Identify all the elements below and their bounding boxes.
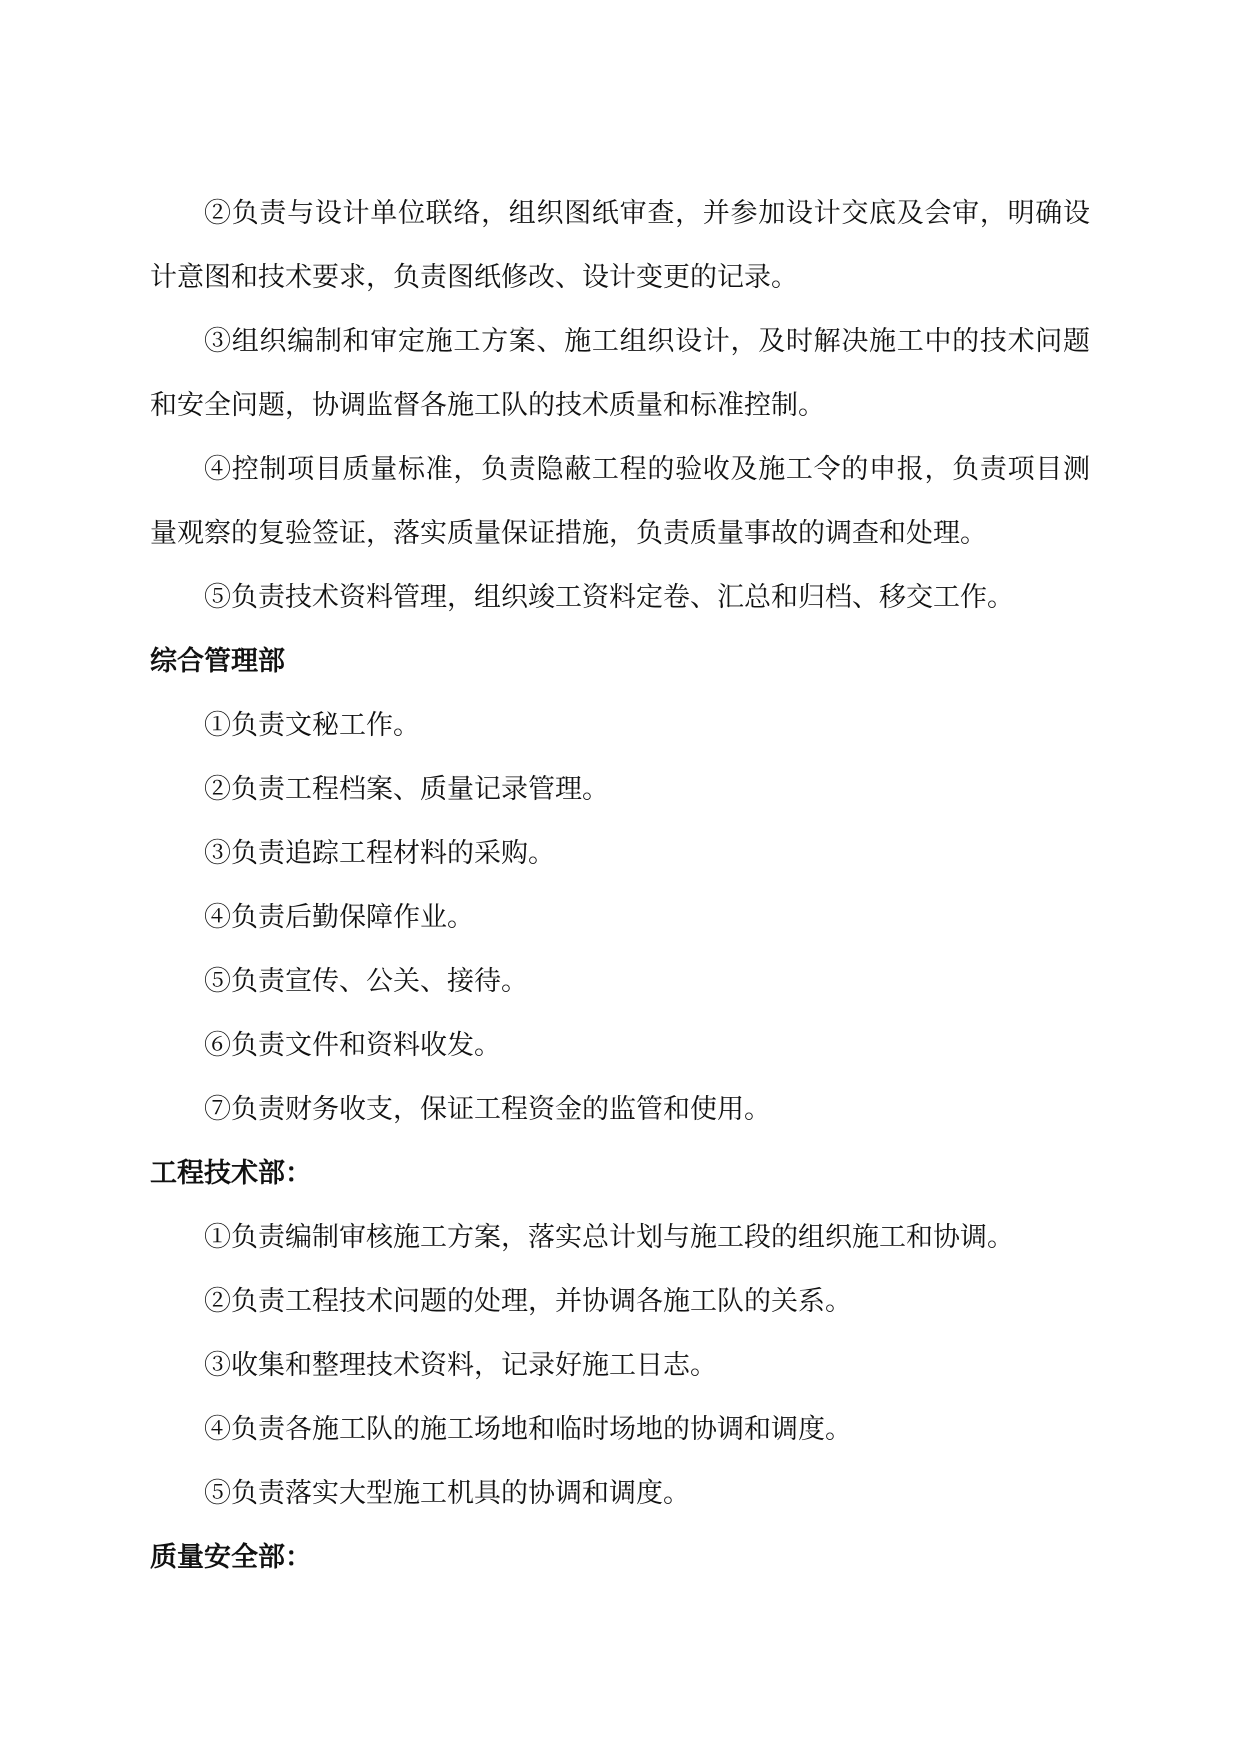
paragraph-quality-control: ④控制项目质量标准，负责隐蔽工程的验收及施工令的申报，负责项目测量观察的复验签证，落实质量保证措施，负责质量事故的调查和处理。 [150, 454, 1090, 549]
paragraph-construction-plan: ③组织编制和审定施工方案、施工组织设计，及时解决施工中的技术问题和安全问题，协调监督各施工队的技术质量和标准控制。 [150, 326, 1090, 421]
list-item: ⑦负责财务收支，保证工程资金的监管和使用。 [204, 1094, 771, 1125]
list-item: ③负责追踪工程材料的采购。 [204, 838, 555, 869]
section-heading-general-management: 综合管理部 [150, 646, 285, 677]
paragraph-tech-documents: ⑤负责技术资料管理，组织竣工资料定卷、汇总和归档、移交工作。 [204, 582, 1014, 613]
list-item: ①负责文秘工作。 [204, 710, 420, 741]
paragraph-design-liaison: ②负责与设计单位联络，组织图纸审查，并参加设计交底及会审，明确设计意图和技术要求，负责图纸修改、设计变更的记录。 [150, 198, 1090, 293]
list-item: ⑤负责宣传、公关、接待。 [204, 966, 528, 997]
list-item: ②负责工程档案、质量记录管理。 [204, 774, 609, 805]
document-page [150, 182, 1090, 1590]
list-item: ④负责后勤保障作业。 [204, 902, 474, 933]
list-item: ①负责编制审核施工方案，落实总计划与施工段的组织施工和协调。 [204, 1222, 1014, 1253]
list-item: ⑥负责文件和资料收发。 [204, 1030, 501, 1061]
section-heading-quality-safety: 质量安全部： [150, 1542, 312, 1573]
list-item: ⑤负责落实大型施工机具的协调和调度。 [204, 1478, 690, 1509]
section-heading-engineering-technology: 工程技术部： [150, 1158, 312, 1189]
list-item: ②负责工程技术问题的处理，并协调各施工队的关系。 [204, 1286, 852, 1317]
list-item: ③收集和整理技术资料，记录好施工日志。 [204, 1350, 717, 1381]
list-item: ④负责各施工队的施工场地和临时场地的协调和调度。 [204, 1414, 852, 1445]
